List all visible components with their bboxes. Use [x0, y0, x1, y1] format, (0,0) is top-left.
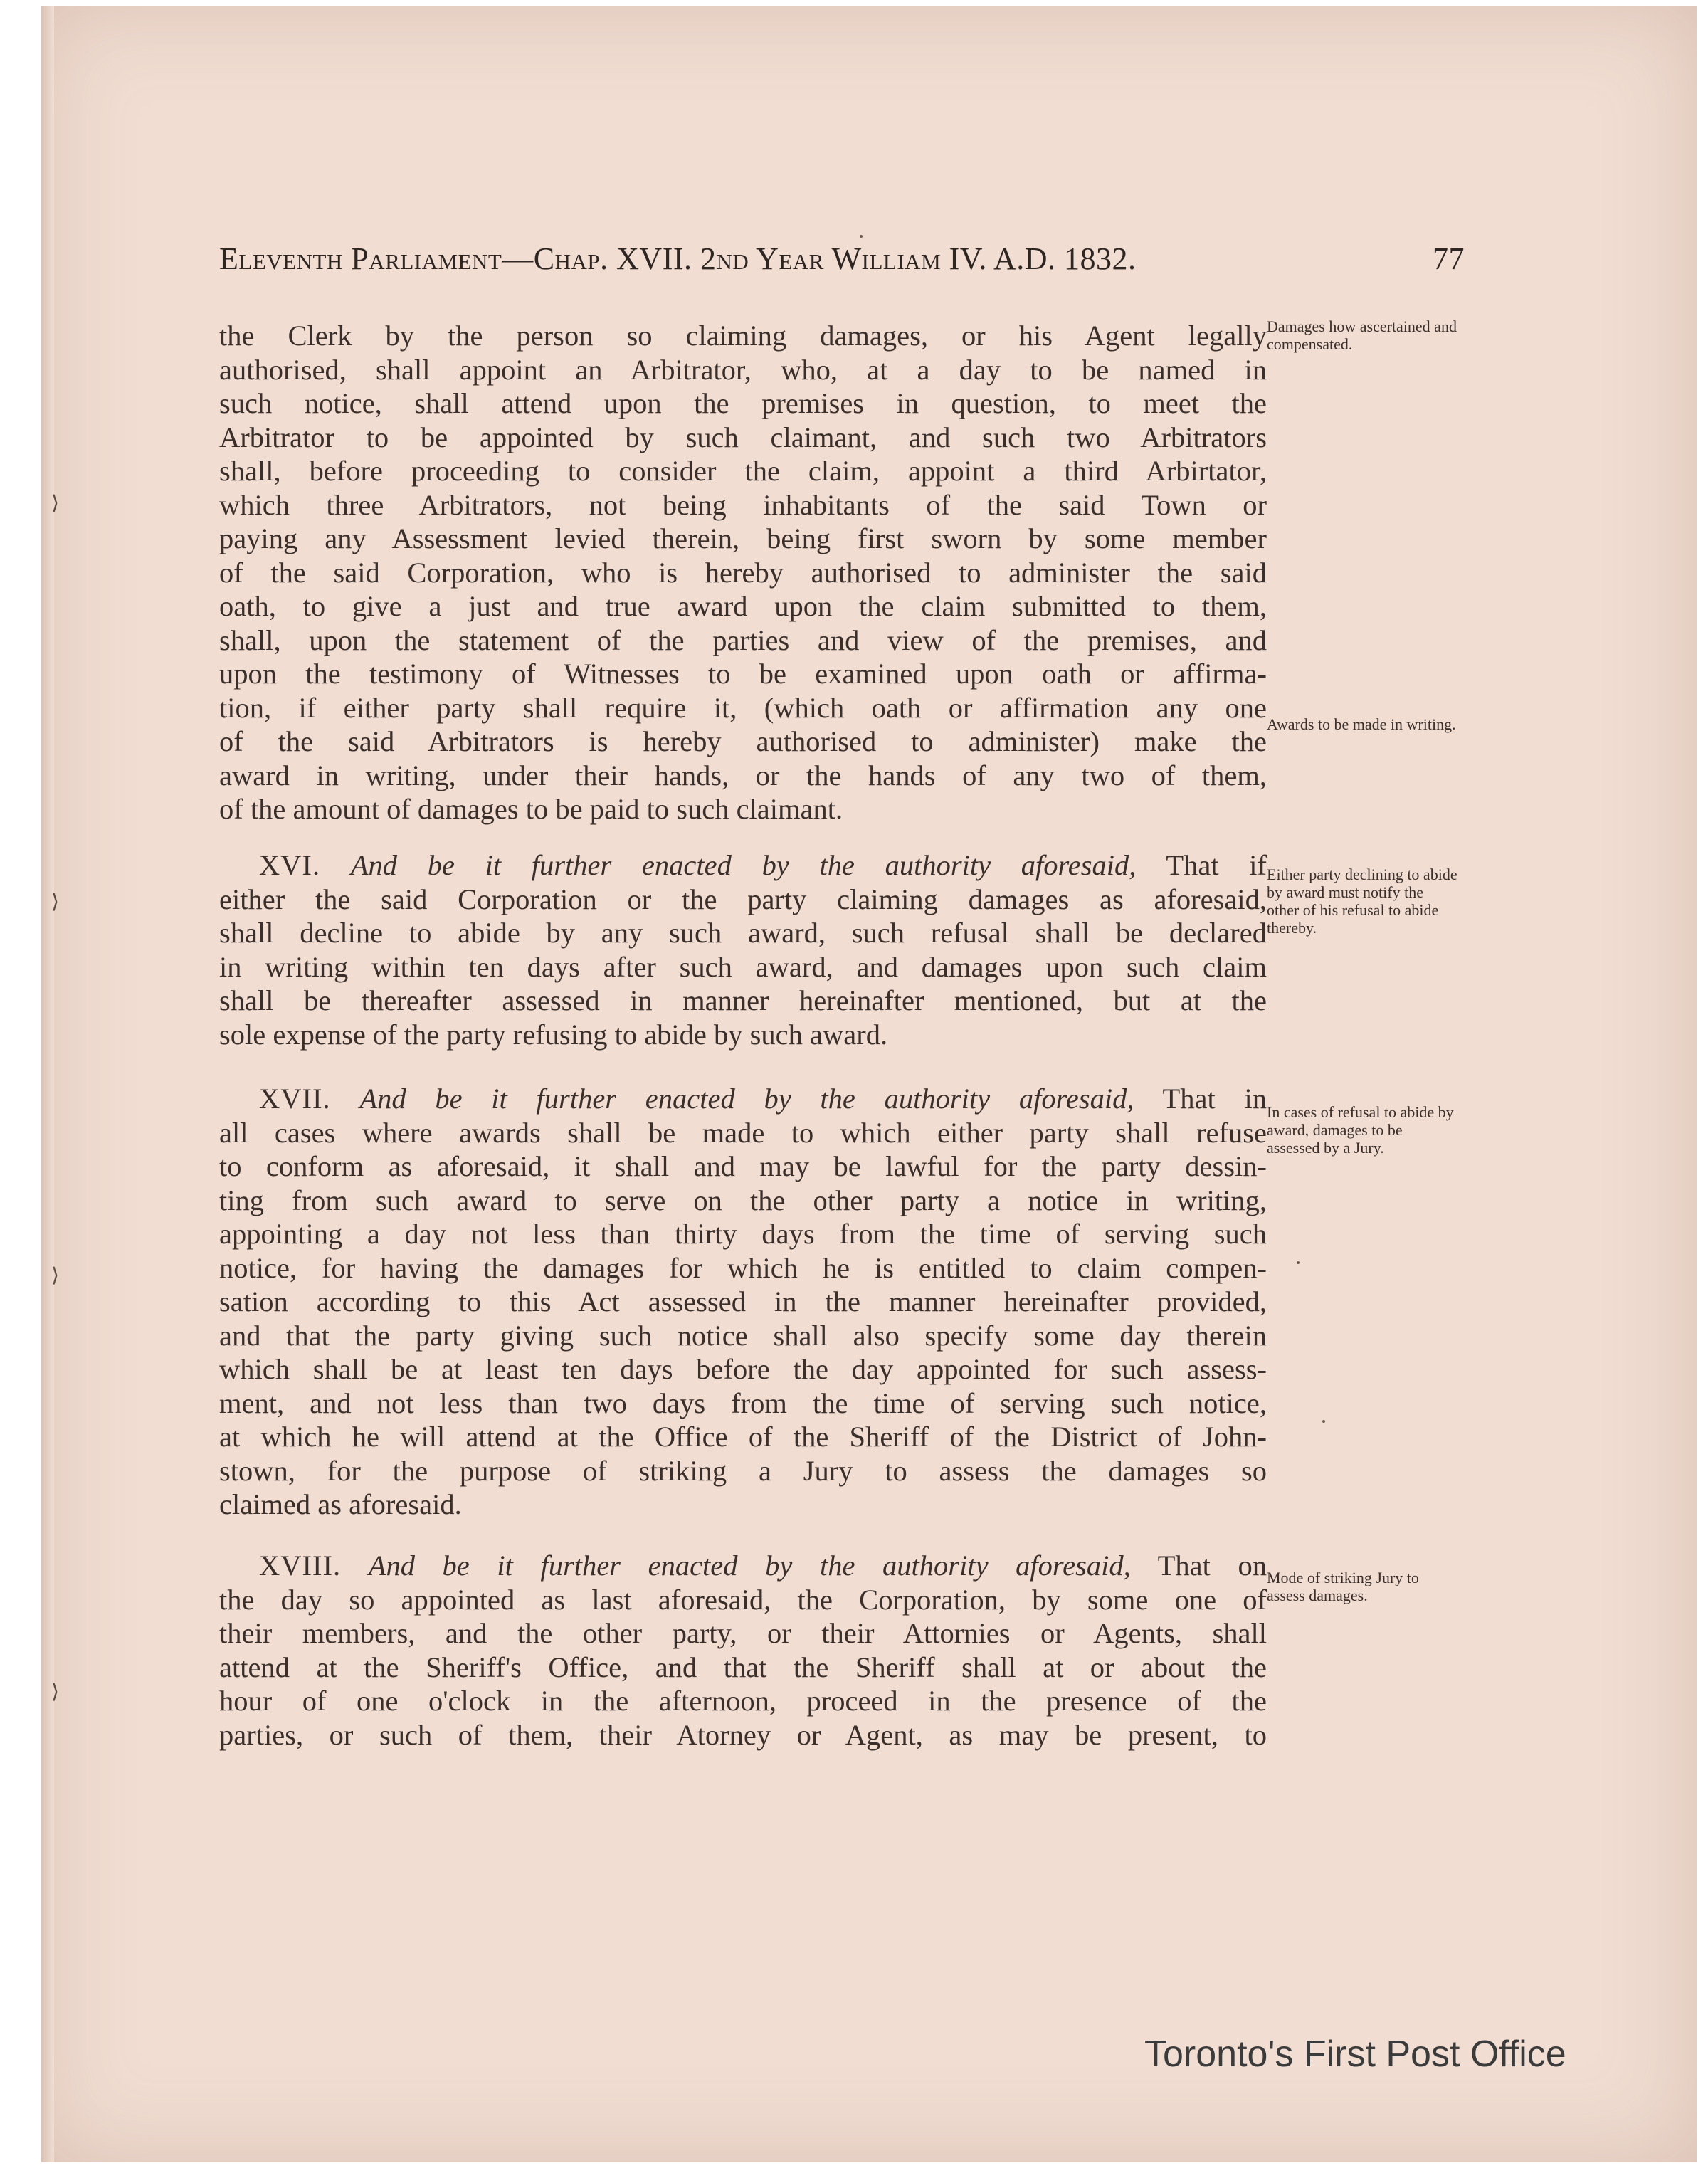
- text-line: parties, or such of them, their Atorney or Agent, as may be present, to: [219, 1718, 1267, 1751]
- text-line: which shall be at least ten days before the day appointed for such assess-: [219, 1353, 1267, 1385]
- margin-note: Damages how ascertained and compensated.: [1267, 317, 1457, 353]
- section-xvi: [219, 848, 1267, 1051]
- text-line: such notice, shall attend upon the premises in question, to meet the: [219, 387, 1267, 419]
- text-line: the Clerk by the person so claiming damages, or his Agent legally: [219, 320, 1267, 352]
- text-line: which three Arbitrators, not being inhabitants of the said Town or: [219, 488, 1267, 521]
- text-line: sation according to this Act assessed in the manner hereinafter provided,: [219, 1285, 1267, 1317]
- watermark-text: Toronto's First Post Office: [1144, 2033, 1566, 2075]
- text-line: shall be thereafter assessed in manner hereinafter mentioned, but at the: [219, 984, 1267, 1016]
- running-header: [219, 241, 1465, 290]
- text-line: hour of one o'clock in the afternoon, proceed in the presence of the: [219, 1685, 1267, 1717]
- text-line: paying any Assessment levied therein, being first sworn by some member: [219, 522, 1267, 554]
- binding-hole-mark: ⟩: [51, 890, 59, 913]
- text-line: oath, to give a just and true award upon the claim submitted to them,: [219, 590, 1267, 622]
- text-line: stown, for the purpose of striking a Jury to assess the damages so: [219, 1454, 1267, 1487]
- text-line: upon the testimony of Witnesses to be examined upon oath or affirma-: [219, 658, 1267, 690]
- text-line: shall decline to abide by any such award, such refusal shall be declared: [219, 917, 1267, 949]
- section-number: XVIII.: [259, 1549, 342, 1582]
- binding-hole-mark: ⟩: [51, 1263, 59, 1287]
- text-line: ment, and not less than two days from the time of serving such notice,: [219, 1386, 1267, 1419]
- text-line: award in writing, under their hands, or the hands of any two of them,: [219, 759, 1267, 791]
- text-line: the day so appointed as last aforesaid, the Corporation, by some one of: [219, 1583, 1267, 1616]
- binding-hole-mark: ⟩: [51, 491, 59, 515]
- enacting-clause: And be it further enacted by the authority aforesaid,: [350, 849, 1137, 881]
- text-run: That in: [1162, 1083, 1267, 1115]
- text-line: their members, and the other party, or their Attornies or Agents, shall: [219, 1617, 1267, 1649]
- section-first-line: [219, 1549, 1267, 1583]
- text-line: all cases where awards shall be made to which either party shall refuse: [219, 1116, 1267, 1149]
- text-run: That if: [1166, 849, 1267, 881]
- text-line: appointing a day not less than thirty days from the time of serving such: [219, 1218, 1267, 1250]
- text-line: claimed as aforesaid.: [219, 1488, 462, 1520]
- margin-note: Awards to be made in writing.: [1267, 715, 1456, 733]
- text-line: and that the party giving such notice shall also specify some day therein: [219, 1319, 1267, 1352]
- text-line: of the amount of damages to be paid to such claimant.: [219, 793, 843, 825]
- enacting-clause: And be it further enacted by the authority aforesaid,: [359, 1083, 1134, 1115]
- text-run: That on: [1157, 1549, 1267, 1582]
- text-line: of the said Arbitrators is hereby authorised to administer) make the: [219, 725, 1267, 757]
- header-title: Eleventh Parliament—Chap. XVII. 2nd Year William IV. A.D. 1832.: [219, 241, 1137, 276]
- text-line: notice, for having the damages for which he is entitled to claim compen-: [219, 1251, 1267, 1284]
- section-first-line: [219, 848, 1267, 883]
- text-line: tion, if either party shall require it, (which oath or affirmation any one: [219, 691, 1267, 724]
- binding-hole-mark: ⟩: [51, 1680, 59, 1703]
- text-line: Arbitrator to be appointed by such claimant, and such two Arbitrators: [219, 421, 1267, 453]
- text-line: of the said Corporation, who is hereby authorised to administer the said: [219, 556, 1267, 589]
- text-line: sole expense of the party refusing to abide by such award.: [219, 1018, 888, 1051]
- page-binding-edge: [41, 6, 54, 2162]
- margin-note: Either party declining to abide by award must notify the other of his refusal to abide thereby.: [1267, 865, 1457, 937]
- text-line: either the said Corporation or the party claiming damages as aforesaid,: [219, 883, 1267, 915]
- section-number: XVII.: [259, 1083, 331, 1115]
- margin-note: In cases of refusal to abide by award, damages to be assessed by a Jury.: [1267, 1103, 1454, 1157]
- enacting-clause: And be it further enacted by the authority aforesaid,: [368, 1549, 1131, 1582]
- paragraph-continuation: [219, 319, 1267, 826]
- text-line: shall, upon the statement of the parties and view of the premises, and: [219, 623, 1267, 656]
- section-xviii: [219, 1549, 1267, 1752]
- print-speck: [1322, 1420, 1325, 1423]
- text-line: ting from such award to serve on the other party a notice in writing,: [219, 1184, 1267, 1216]
- text-line: to conform as aforesaid, it shall and may be lawful for the party dessin-: [219, 1150, 1267, 1182]
- section-xvii: [219, 1082, 1267, 1522]
- text-line: shall, before proceeding to consider the claim, appoint a third Arbirtator,: [219, 455, 1267, 487]
- print-speck: [1297, 1261, 1300, 1264]
- text-line: authorised, shall appoint an Arbitrator, who, at a day to be named in: [219, 353, 1267, 386]
- section-number: XVI.: [259, 849, 321, 881]
- text-line: in writing within ten days after such award, and damages upon such claim: [219, 950, 1267, 983]
- margin-note: Mode of striking Jury to assess damages.: [1267, 1569, 1419, 1604]
- print-speck: [860, 235, 863, 238]
- section-first-line: [219, 1082, 1267, 1116]
- page-number: 77: [1433, 241, 1465, 276]
- text-line: attend at the Sheriff's Office, and that the Sheriff shall at or about the: [219, 1651, 1267, 1683]
- text-line: at which he will attend at the Office of the Sheriff of the District of John-: [219, 1421, 1267, 1453]
